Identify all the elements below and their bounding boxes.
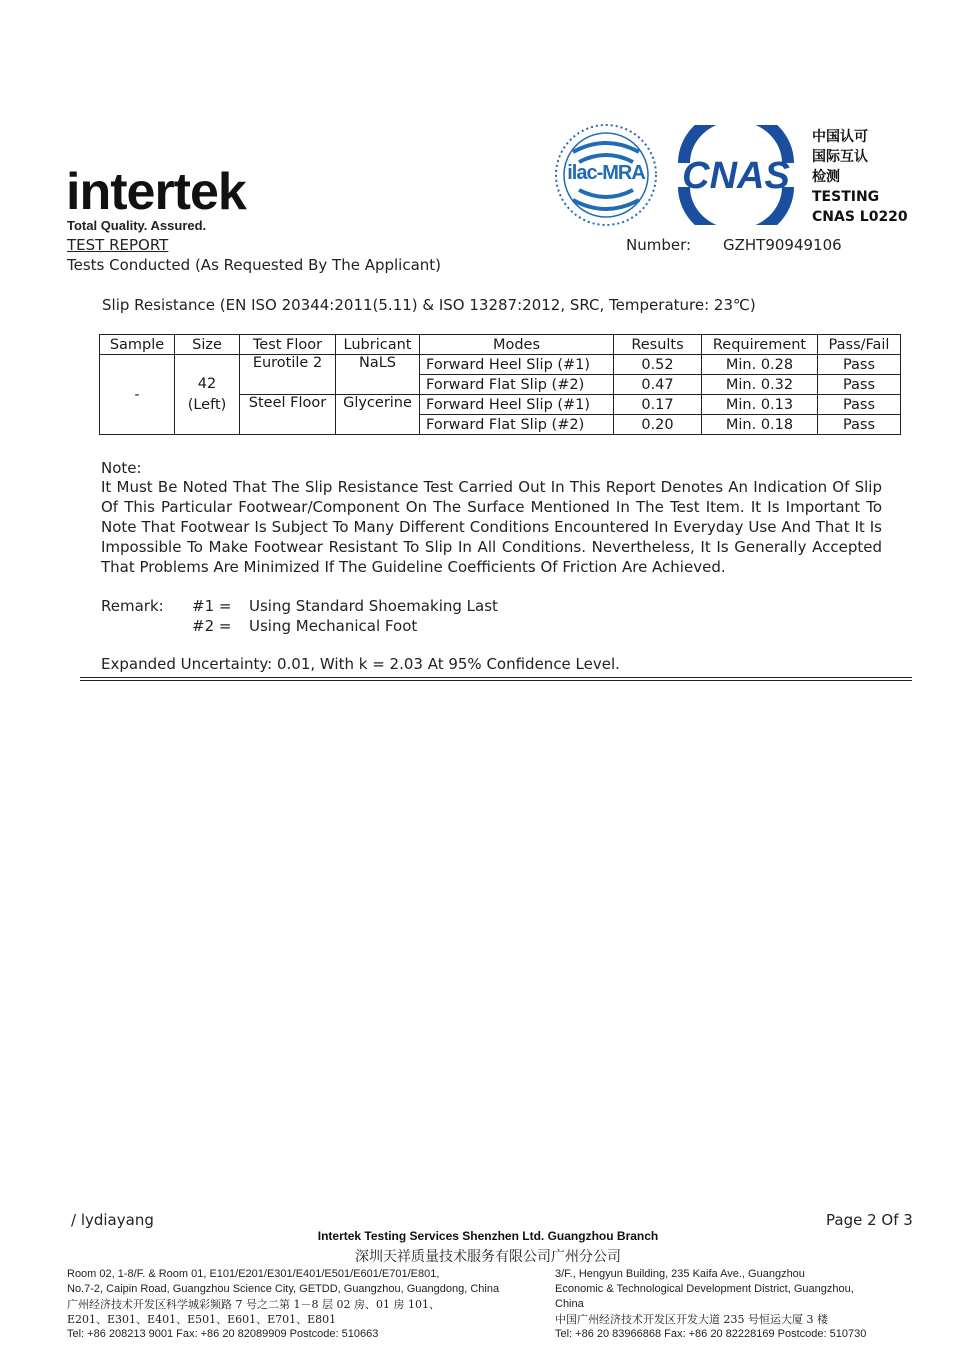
pass-cell: Pass bbox=[818, 355, 901, 375]
right-address-line: Tel: +86 20 83966868 Fax: +86 20 82228169 Postcode: 510730 bbox=[555, 1328, 867, 1340]
header-lubricant: Lubricant bbox=[336, 335, 420, 355]
author-text: / lydiayang bbox=[71, 1211, 154, 1229]
left-address-line: 广州经济技术开发区科学城彩频路 7 号之二第 1－8 层 02 房、01 房 101、 bbox=[67, 1298, 440, 1311]
header-modes: Modes bbox=[420, 335, 614, 355]
company-name-cn: 深圳天祥质量技术服务有限公司广州分公司 bbox=[355, 1249, 621, 1265]
cnas-testing: TESTING bbox=[812, 189, 880, 205]
result-cell: 0.52 bbox=[614, 355, 702, 375]
header-test-floor: Test Floor bbox=[240, 335, 336, 355]
table-header-row bbox=[100, 335, 901, 355]
left-address-line: E201、E301、E401、E501、E601、E701、E801 bbox=[67, 1313, 337, 1326]
left-address-line: Room 02, 1-8/F. & Room 01, E101/E201/E301/E401/E501/E601/E701/E801, bbox=[67, 1268, 440, 1280]
cnas-caption bbox=[812, 127, 908, 227]
note-label: Note: bbox=[101, 459, 142, 477]
lubricant-cell: Glycerine bbox=[336, 395, 420, 435]
footer-right-address bbox=[555, 1267, 915, 1342]
cnas-text: CNAS bbox=[682, 155, 790, 197]
report-subtitle: Tests Conducted (As Requested By The Applicant) bbox=[67, 256, 442, 274]
remark-key-2: #2 = bbox=[192, 617, 232, 635]
size-cell bbox=[175, 355, 240, 435]
result-cell: 0.47 bbox=[614, 375, 702, 395]
footer-left-address bbox=[67, 1267, 547, 1342]
remark-value-2: Using Mechanical Foot bbox=[249, 617, 418, 635]
pass-cell: Pass bbox=[818, 395, 901, 415]
test-title: Slip Resistance (EN ISO 20344:2011(5.11) & ISO 13287:2012, SRC, Temperature: 23℃) bbox=[102, 296, 756, 314]
number-label: Number: bbox=[626, 236, 692, 254]
floor-cell: Steel Floor bbox=[240, 395, 336, 435]
mode-cell: Forward Heel Slip (#1) bbox=[420, 395, 614, 415]
result-cell: 0.17 bbox=[614, 395, 702, 415]
left-address-line: No.7-2, Caipin Road, Guangzhou Science City, GETDD, Guangzhou, Guangdong, China bbox=[67, 1283, 500, 1295]
right-address-line: 中国广州经济技术开发区开发大道 235 号恒运大厦 3 楼 bbox=[555, 1313, 828, 1326]
requirement-cell: Min. 0.28 bbox=[702, 355, 818, 375]
header-results: Results bbox=[614, 335, 702, 355]
pass-cell: Pass bbox=[818, 375, 901, 395]
result-cell: 0.20 bbox=[614, 415, 702, 435]
page-number: Page 2 Of 3 bbox=[826, 1211, 913, 1229]
company-name-en: Intertek Testing Services Shenzhen Ltd. Guangzhou Branch bbox=[317, 1229, 659, 1243]
cnas-cn-line1: 中国认可 bbox=[812, 129, 868, 145]
logo-tagline: Total Quality. Assured. bbox=[67, 218, 207, 233]
size-note: (Left) bbox=[187, 396, 227, 413]
ilac-mra-seal bbox=[553, 120, 659, 230]
size-value: 42 bbox=[197, 375, 217, 392]
cnas-cn-line3: 检测 bbox=[812, 169, 840, 185]
requirement-cell: Min. 0.13 bbox=[702, 395, 818, 415]
remark-label: Remark: bbox=[101, 597, 164, 615]
header-pass-fail: Pass/Fail bbox=[818, 335, 901, 355]
requirement-cell: Min. 0.18 bbox=[702, 415, 818, 435]
header-requirement: Requirement bbox=[702, 335, 818, 355]
results-table bbox=[99, 334, 901, 435]
note-text: It Must Be Noted That The Slip Resistance Test Carried Out In This Report Denotes An Indication Of Slip Of This Particular Footwear/Component On The Surface Mentioned In The Test Item. It Is Important To Note That Footwear Is Subject To Many Different Conditions Encountered In Everyday Use And That It Is Impossible To Make Footwear Resistant To Slip In All Conditions. Nevertheless, It Is Generally Accepted That Problems Are Minimized If The Guideline Coefficients Of Friction Are Achieved. bbox=[101, 478, 882, 576]
requirement-cell: Min. 0.32 bbox=[702, 375, 818, 395]
cnas-logo bbox=[676, 125, 796, 225]
mode-cell: Forward Heel Slip (#1) bbox=[420, 355, 614, 375]
mode-cell: Forward Flat Slip (#2) bbox=[420, 415, 614, 435]
sample-cell: - bbox=[100, 355, 175, 435]
cnas-cn-line2: 国际互认 bbox=[812, 149, 868, 165]
number-value: GZHT90949106 bbox=[723, 236, 842, 254]
intertek-logo: intertek bbox=[66, 163, 246, 221]
right-address-line: Economic & Technological Development District, Guangzhou, bbox=[555, 1283, 854, 1295]
double-divider bbox=[80, 677, 912, 681]
lubricant-cell: NaLS bbox=[336, 355, 420, 395]
cnas-code: CNAS L0220 bbox=[812, 209, 908, 225]
floor-cell: Eurotile 2 bbox=[240, 355, 336, 395]
remark-value-1: Using Standard Shoemaking Last bbox=[249, 597, 498, 615]
uncertainty-text: Expanded Uncertainty: 0.01, With k = 2.03 At 95% Confidence Level. bbox=[101, 655, 620, 673]
left-address-line: Tel: +86 208213 9001 Fax: +86 20 82089909 Postcode: 510663 bbox=[67, 1328, 379, 1340]
report-title: TEST REPORT bbox=[67, 236, 169, 254]
remark-key-1: #1 = bbox=[192, 597, 232, 615]
ilac-text: ilac-MRA bbox=[567, 162, 645, 184]
mode-cell: Forward Flat Slip (#2) bbox=[420, 375, 614, 395]
header-sample: Sample bbox=[100, 335, 175, 355]
table-row bbox=[100, 355, 901, 375]
pass-cell: Pass bbox=[818, 415, 901, 435]
right-address-line: China bbox=[555, 1298, 584, 1310]
header-size: Size bbox=[175, 335, 240, 355]
right-address-line: 3/F., Hengyun Building, 235 Kaifa Ave., Guangzhou bbox=[555, 1268, 805, 1280]
